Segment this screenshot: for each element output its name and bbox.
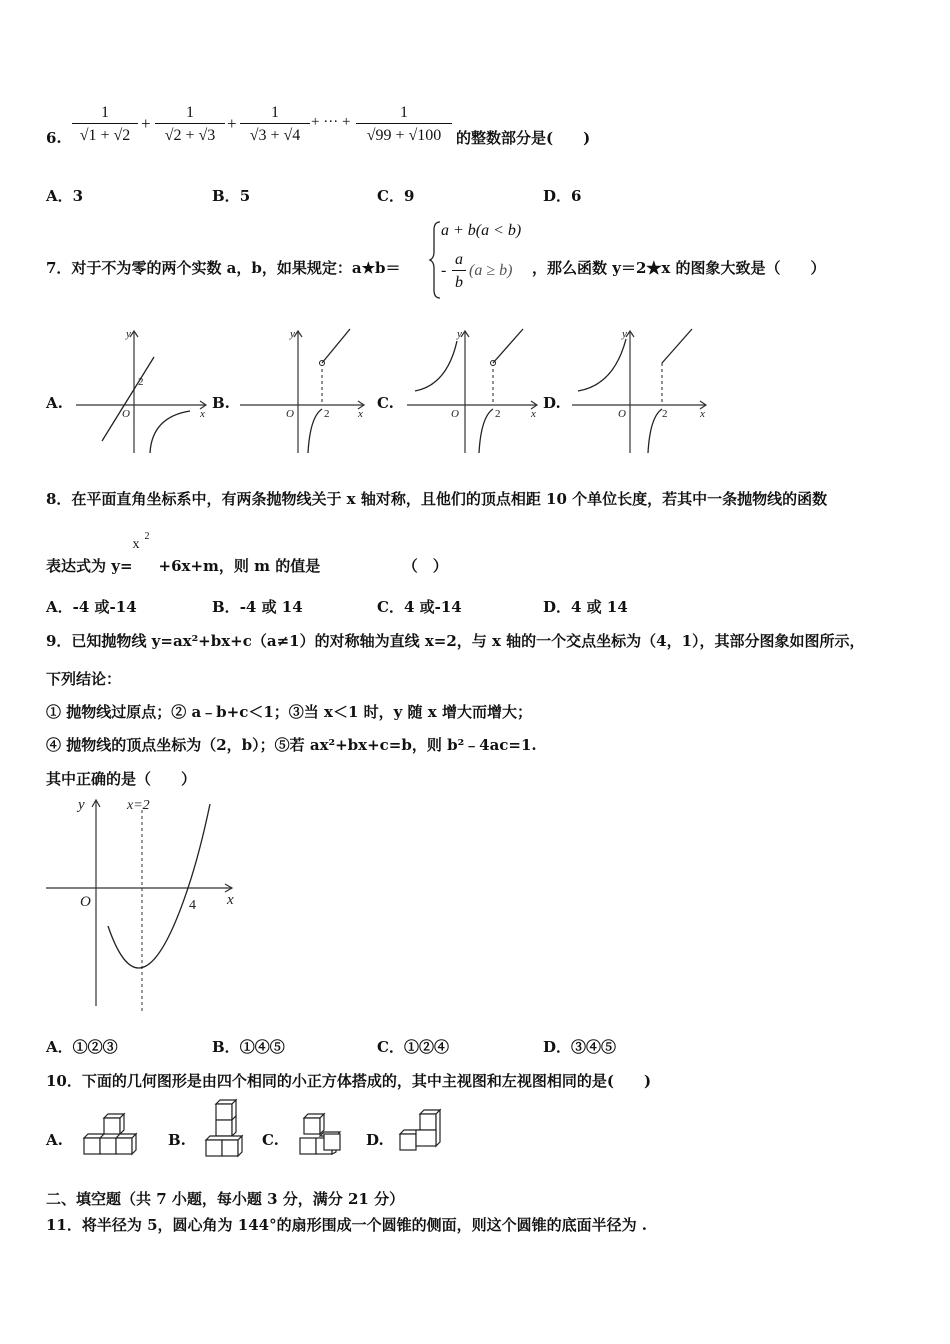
q6-option-d-label: D． [543, 187, 572, 205]
q8-option-c-label: C． [377, 598, 404, 616]
graph-line [662, 329, 692, 363]
graph-curve-left [415, 341, 457, 391]
x-label: x [700, 408, 705, 420]
q7-stem-after: ，那么函数 y＝2★x 的图象大致是（ ） [532, 259, 826, 277]
y-label: y [290, 328, 295, 340]
section2-title: 二、填空题（共 7 小题，每小题 3 分，满分 21 分） [46, 1190, 405, 1208]
q8-option-b-text: -4 或 14 [239, 598, 303, 616]
y-label: y [78, 797, 85, 813]
q9-option-d [543, 1037, 616, 1057]
q10-option-a-label: A. [46, 1131, 63, 1149]
q7-graph-a [72, 325, 212, 457]
q8-line2-pre: 表达式为 y= [46, 557, 133, 575]
y-label: y [457, 328, 462, 340]
q9-line3: ① 抛物线过原点；② a﹣b+c＜1；③当 x＜1 时，y 随 x 增大而增大； [46, 703, 532, 721]
q8-option-c [377, 597, 462, 617]
q6-plus-2: + [227, 114, 237, 133]
tick-label-4: 4 [189, 898, 196, 913]
q6-option-a-label: A． [46, 187, 73, 205]
graph-line [493, 329, 523, 363]
q10-option-d-label: D. [366, 1131, 384, 1149]
q7-case2-cond: (a ≥ b) [469, 262, 513, 279]
q9-option-c-label: C． [377, 1038, 404, 1056]
q7-option-a-label: A. [46, 394, 63, 412]
q8-option-b [212, 597, 303, 617]
q6-term-1 [72, 103, 138, 146]
q6-term-3-num: 1 [271, 104, 279, 121]
graph-curve-left [578, 339, 626, 391]
q6-term-1-num: 1 [101, 104, 109, 121]
parabola [108, 804, 210, 968]
q9-graph [44, 796, 244, 1018]
x-label: x [358, 408, 363, 420]
q10-stem: 10．下面的几何图形是由四个相同的小正方体搭成的，其中主视图和左视图相同的是( ) [46, 1072, 652, 1090]
q8-line2-post: +6x+m，则 m 的值是 （ ） [158, 557, 448, 575]
q8-line2-x: x [132, 537, 140, 552]
q6-option-c-label: C． [377, 187, 404, 205]
q8-option-a [46, 597, 137, 617]
q8-line2-exp: 2 [144, 531, 150, 542]
q6-option-c [377, 186, 414, 206]
tick-label: 2 [138, 376, 144, 388]
y-label: y [622, 328, 627, 340]
q8-option-c-text: 4 或-14 [403, 598, 462, 616]
q6-option-d [543, 186, 581, 206]
graph-line [322, 329, 350, 363]
q9-option-a [46, 1037, 118, 1057]
q6-stem: 的整数部分是( ) [456, 129, 591, 147]
q6-plus-1: + [141, 114, 151, 133]
q7-case2-prefix: - [441, 262, 447, 279]
q6-option-a [46, 186, 83, 206]
q7-case1: a + b(a < b) [441, 222, 522, 239]
q8-line1: 8．在平面直角坐标系中，有两条抛物线关于 x 轴对称，且他们的顶点相距 10 个单位长度，若其中一条抛物线的函数 [46, 490, 828, 508]
q6-option-b [212, 186, 250, 206]
q8-line2 [46, 531, 448, 576]
q6-term-2-den: √2 + √3 [155, 123, 225, 146]
origin-label: O [451, 408, 459, 420]
q10-solid-b [202, 1102, 248, 1160]
q7-option-c-label: C. [377, 394, 394, 412]
q9-option-d-label: D． [543, 1038, 572, 1056]
q6-term-1-den: √1 + √2 [72, 123, 138, 146]
q6-term-2-num: 1 [186, 104, 194, 121]
x-label: x [531, 408, 536, 420]
q9-line5: 其中正确的是（ ） [46, 770, 197, 788]
y-label: y [126, 328, 131, 340]
x-label: x [200, 408, 205, 420]
q7-case2-num: a [455, 251, 463, 268]
q8-option-d-text: 4 或 14 [571, 598, 628, 616]
tick-label: 2 [495, 408, 501, 420]
graph-line [102, 357, 154, 441]
q8-option-b-label: B． [212, 598, 240, 616]
tick-label: 2 [324, 408, 330, 420]
q10-option-b-label: B. [168, 1131, 186, 1149]
origin-label: O [122, 408, 130, 420]
q7-option-b-label: B. [212, 394, 230, 412]
q7-graph-c [403, 325, 543, 457]
q7-graph-b [236, 325, 371, 457]
q7-option-d-label: D. [543, 394, 561, 412]
q9-option-c-text: ①②④ [403, 1038, 449, 1056]
q9-option-a-label: A． [46, 1038, 73, 1056]
q7-case2-den: b [452, 270, 466, 293]
q9-option-d-text: ③④⑤ [571, 1038, 617, 1056]
origin-label: O [286, 408, 294, 420]
q10-option-c-label: C. [262, 1131, 279, 1149]
q6-term-3 [240, 103, 310, 146]
graph-curve-right [479, 409, 493, 453]
q9-option-b [212, 1037, 285, 1057]
q9-option-b-text: ①④⑤ [239, 1038, 285, 1056]
q6-term-4 [356, 103, 452, 146]
q6-option-b-text: 5 [239, 187, 251, 205]
x-label: x [227, 892, 234, 908]
q8-option-a-label: A． [46, 598, 73, 616]
q9-line4: ④ 抛物线的顶点坐标为（2，b）；⑤若 ax²+bx+c=b，则 b²﹣4ac=1. [46, 736, 537, 754]
graph-curve-right [648, 409, 662, 453]
graph-curve [308, 409, 322, 453]
q6-option-c-text: 9 [403, 187, 415, 205]
q6-term-2 [155, 103, 225, 146]
q9-option-b-label: B． [212, 1038, 240, 1056]
q8-option-d-label: D． [543, 598, 572, 616]
q6-option-d-text: 6 [571, 187, 582, 205]
q7-stem-before: 7．对于不为零的两个实数 a，b，如果规定：a★b＝ [46, 259, 401, 277]
q10-solid-d [396, 1108, 448, 1160]
graph-curve [150, 411, 190, 453]
q6-term-4-num: 1 [400, 104, 408, 121]
q10-solid-c [296, 1112, 348, 1160]
q8-option-a-text: -4 或-14 [72, 598, 137, 616]
tick-label: 2 [662, 408, 668, 420]
q6-number: 6. [46, 129, 62, 147]
q7-case2-frac [452, 250, 466, 293]
q6-option-b-label: B． [212, 187, 240, 205]
q9-option-c [377, 1037, 449, 1057]
q6-option-a-text: 3 [72, 187, 84, 205]
q8-option-d [543, 597, 628, 617]
q9-line1: 9．已知抛物线 y=ax²+bx+c（a≠1）的对称轴为直线 x=2，与 x 轴的一个交点坐标为（4，1），其部分图象如图所示， [46, 632, 865, 650]
origin-label: O [618, 408, 626, 420]
q7-graph-d [568, 325, 713, 457]
q10-solid-a [80, 1116, 142, 1158]
axis-label: x=2 [127, 798, 150, 813]
q9-line2: 下列结论： [46, 670, 122, 688]
q6-term-4-den: √99 + √100 [356, 123, 452, 146]
origin-label: O [80, 894, 91, 910]
q9-option-a-text: ①②③ [72, 1038, 118, 1056]
q6-term-3-den: √3 + √4 [240, 123, 310, 146]
q11-stem: 11．将半径为 5，圆心角为 144°的扇形围成一个圆锥的侧面，则这个圆锥的底面半径为 . [46, 1216, 648, 1234]
q6-ellipsis: + ··· + [311, 114, 351, 130]
